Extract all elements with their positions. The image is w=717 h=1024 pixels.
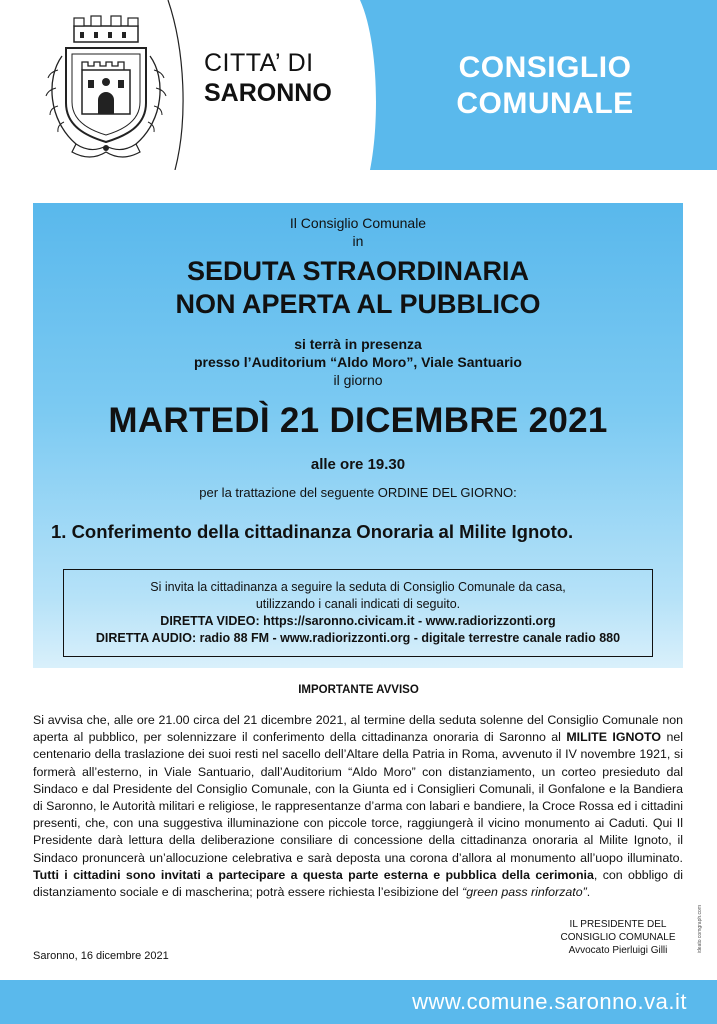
notice-body [33,712,683,901]
main-panel [33,203,683,668]
notice-p1: Si avvisa che, alle ore 21.00 circa del 21 dicembre 2021, al termine della seduta solenne del Consiglio Comunale non aperta al pubblico, per solennizzare il conferimento della cittadinanza onoraria di Saronno al [33,713,683,745]
live-video: DIRETTA VIDEO: https://saronno.civicam.it - www.radiorizzonti.org [160,614,556,628]
website-link[interactable]: www.comune.saronno.va.it [412,989,687,1014]
session-title [33,255,683,321]
session-title-line2: NON APERTA AL PUBBLICO [175,289,541,319]
location-line3: il giorno [333,372,383,388]
notice-p3: , con obbligo di distanziamento sociale e di mascherina; potrà essere richiesta l’esibizione del [33,867,683,900]
live-line1: Si invita la cittadinanza a seguire la seduta di Consiglio Comunale da casa, [150,580,566,594]
signature-block [538,918,698,957]
intro-line2: in [352,233,364,249]
design-credit: ideato comgraph.com [697,905,703,954]
city-line1: CITTA’ DI [204,49,314,77]
signature-line2: CONSIGLIO COMUNALE [560,932,676,943]
notice-heading: IMPORTANTE AVVISO [298,684,419,696]
city-line2: SARONNO [204,79,332,107]
session-title-line1: SEDUTA STRAORDINARIA [187,256,529,286]
signature-line3: Avvocato Pierluigi Gilli [568,945,668,956]
meeting-time: alle ore 19.30 [310,456,406,473]
intro-line1: Il Consiglio Comunale [289,215,427,231]
meeting-date: MARTEDÌ 21 DICEMBRE 2021 [108,401,608,440]
council-line1: CONSIGLIO [458,51,632,84]
city-crest-icon [36,8,176,158]
place-date: Saronno, 16 dicembre 2021 [33,950,169,962]
notice-p1-bold: MILITE IGNOTO [566,730,662,745]
agenda-intro: per la trattazione del seguente ORDINE DEL GIORNO: [199,485,517,500]
council-title [420,50,670,122]
live-line2: utilizzando i canali indicati di seguito. [255,597,461,611]
city-name [204,48,332,108]
notice-p2: nel centenario della traslazione dei suoi resti nel sacello dell’Altare della Patria in Roma, avvenuto il IV novembre 1921, si formerà all’esterno, in Viale Santuario, dall’Auditorium “Aldo Moro” con distanziamento, un corteo presieduto dal Sindaco e dal Presidente del Consiglio Comunale, con la Giunta ed i Consiglieri Comunali, il Gonfalone e la Bandiera di Saronno, le Autorità militari e religiose, le rappresentanze d’arma con labari e bandiere, la Croce Rossa ed i cittadini presenti, che, con una suggestiva illuminazione con piccole torce, raggiungerà il vicino monumento ai Caduti. Qui Il Presidente darà lettura della deliberazione consiliare di concessione della cittadinanza onoraria al Milite Ignoto, il Sindaco pronuncerà un’allocuzione celebrativa e sarà deposta una corona d’allora al monumento all’uopo illuminato. [33,730,684,865]
header [0,0,717,170]
location-line2: presso l’Auditorium “Aldo Moro”, Viale Santuario [193,354,522,370]
notice-p3-italic: “green pass rinforzato” [462,885,587,900]
live-audio: DIRETTA AUDIO: radio 88 FM - www.radiorizzonti.org - digitale terrestre canale radio 880 [95,631,621,645]
live-stream-box [63,569,653,657]
notice-p2-bold: Tutti i cittadini sono invitati a partecipare a questa parte esterna e pubblica della cerimonia [33,867,594,882]
agenda-item: 1. Conferimento della cittadinanza Onoraria al Milite Ignoto. [51,521,574,542]
notice-p4: . [586,885,591,900]
location-line1: si terrà in presenza [294,336,422,352]
council-line2: COMUNALE [456,87,634,120]
footer-bar [0,980,717,1024]
signature-line1: IL PRESIDENTE DEL [569,919,667,930]
